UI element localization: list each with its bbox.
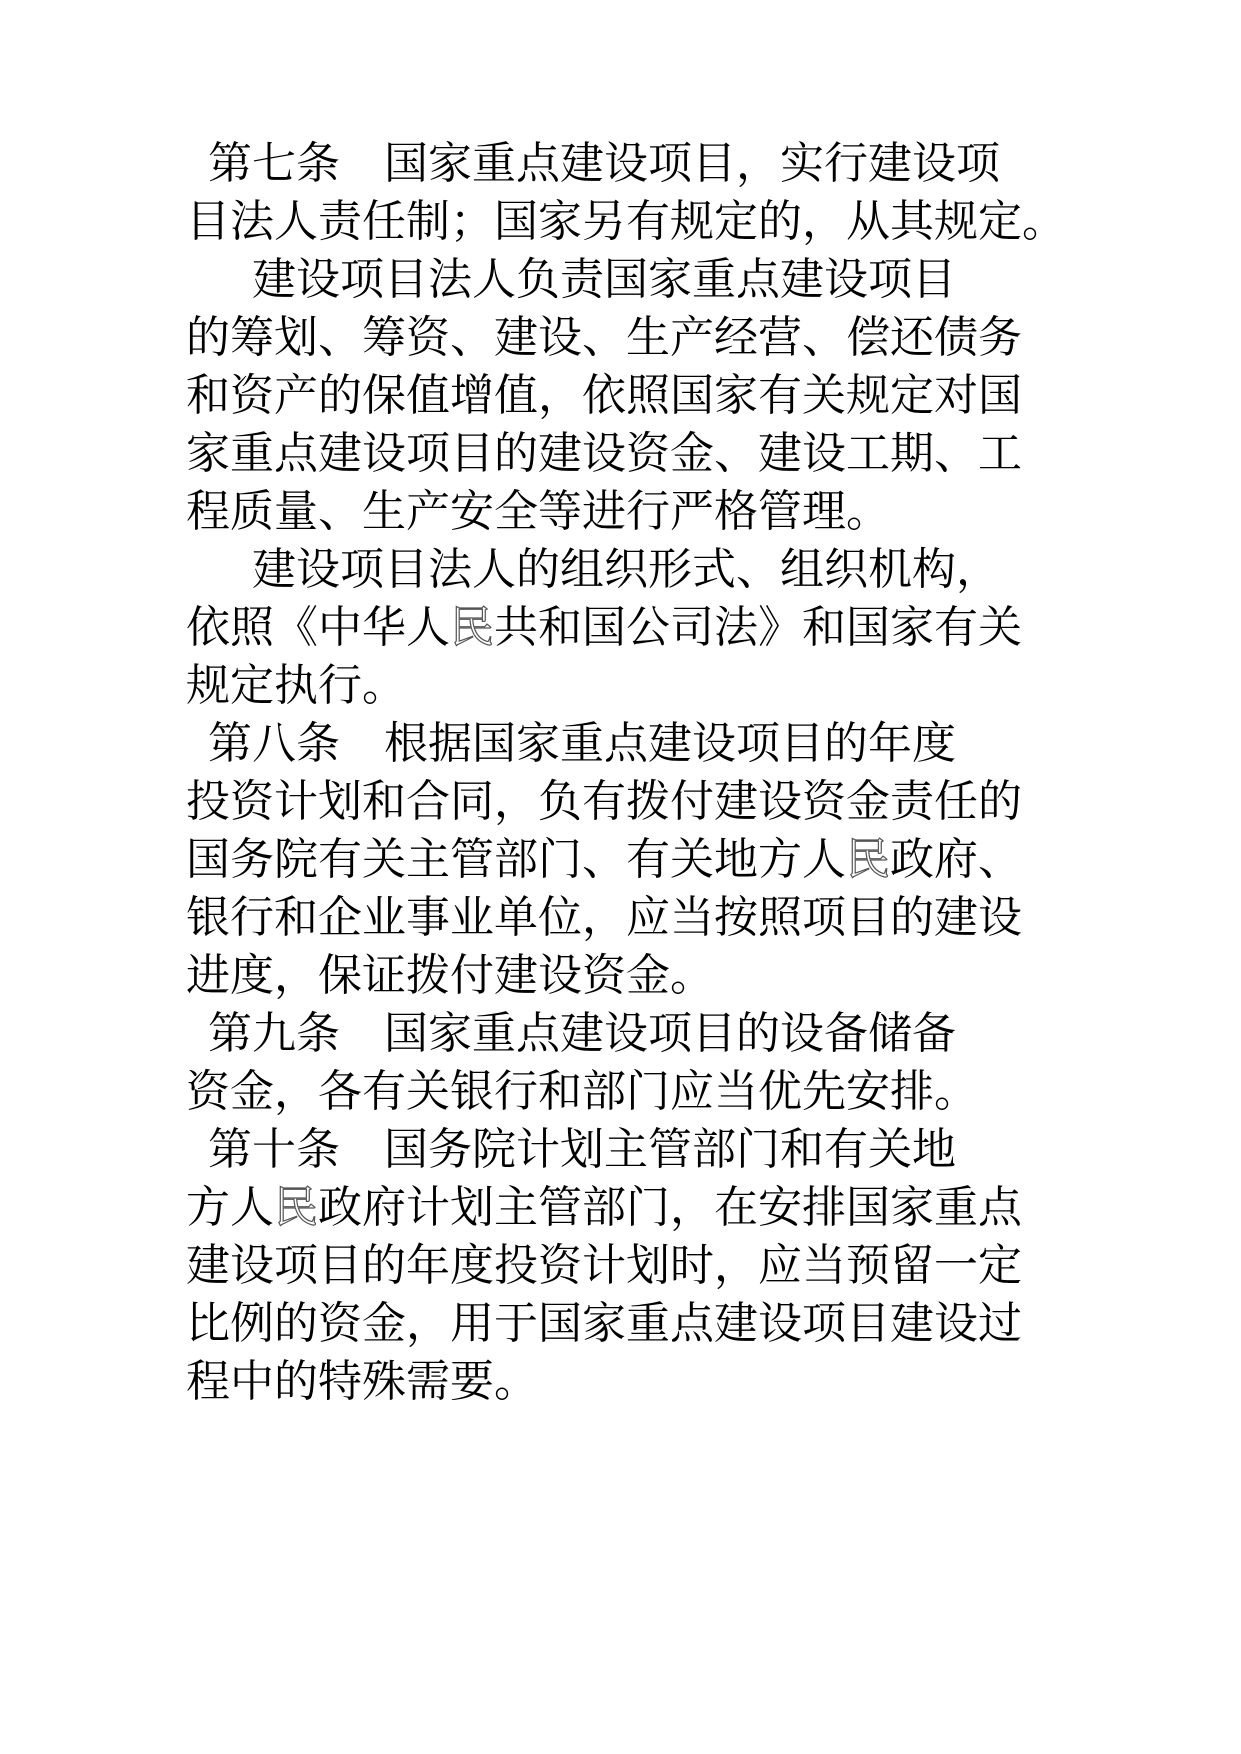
article-9-line-1: 第九条 国家重点建设项目的设备储备 [208, 1008, 956, 1059]
article-8-line-3 [186, 828, 1022, 892]
line-text-b: 政府、 [890, 834, 1022, 885]
line-text-a: 方人 [186, 1182, 274, 1233]
line-text-b: 共和国公司法》和国家有关 [494, 602, 1022, 653]
article-8-line-1: 第八条 根据国家重点建设项目的年度 [208, 718, 956, 769]
line-text-a: 国务院有关主管部门、有关地方人 [186, 834, 846, 885]
outlined-character: 民 [846, 834, 890, 885]
article-9-line-2: 资金，各有关银行和部门应当优先安排。 [186, 1066, 978, 1117]
article-7-para2-line-1: 建设项目法人负责国家重点建设项目 [252, 254, 956, 305]
article-8-line-2: 投资计划和合同，负有拨付建设资金责任的 [186, 776, 1022, 827]
article-7-para3-line-3: 规定执行。 [186, 660, 406, 711]
article-7-para2-line-5: 程质量、生产安全等进行严格管理。 [186, 486, 890, 537]
article-7-para2-line-4: 家重点建设项目的建设资金、建设工期、工 [186, 428, 1022, 479]
article-7-para2-line-2: 的筹划、筹资、建设、生产经营、偿还债务 [186, 312, 1022, 363]
article-7-para3-line-1: 建设项目法人的组织形式、组织机构， [252, 544, 1000, 595]
outlined-character: 民 [450, 602, 494, 653]
article-10-line-1: 第十条 国务院计划主管部门和有关地 [208, 1124, 956, 1175]
article-7-para2-line-3: 和资产的保值增值，依照国家有关规定对国 [186, 370, 1022, 421]
article-8-line-4: 银行和企业事业单位，应当按照项目的建设 [186, 892, 1022, 943]
article-7-line-2: 目法人责任制；国家另有规定的，从其规定。 [186, 196, 1066, 247]
outlined-character: 民 [274, 1182, 318, 1233]
article-10-line-4: 比例的资金，用于国家重点建设项目建设过 [186, 1298, 1022, 1349]
article-10-line-2 [186, 1176, 1022, 1240]
article-10-line-3: 建设项目的年度投资计划时，应当预留一定 [186, 1240, 1022, 1291]
line-text-b: 政府计划主管部门，在安排国家重点 [318, 1182, 1022, 1233]
line-text-a: 依照《中华人 [186, 602, 450, 653]
article-7-para3-line-2 [186, 596, 1022, 660]
article-7-line-1: 第七条 国家重点建设项目，实行建设项 [208, 138, 1000, 189]
article-8-line-5: 进度，保证拨付建设资金。 [186, 950, 714, 1001]
article-10-line-5: 程中的特殊需要。 [186, 1356, 538, 1407]
